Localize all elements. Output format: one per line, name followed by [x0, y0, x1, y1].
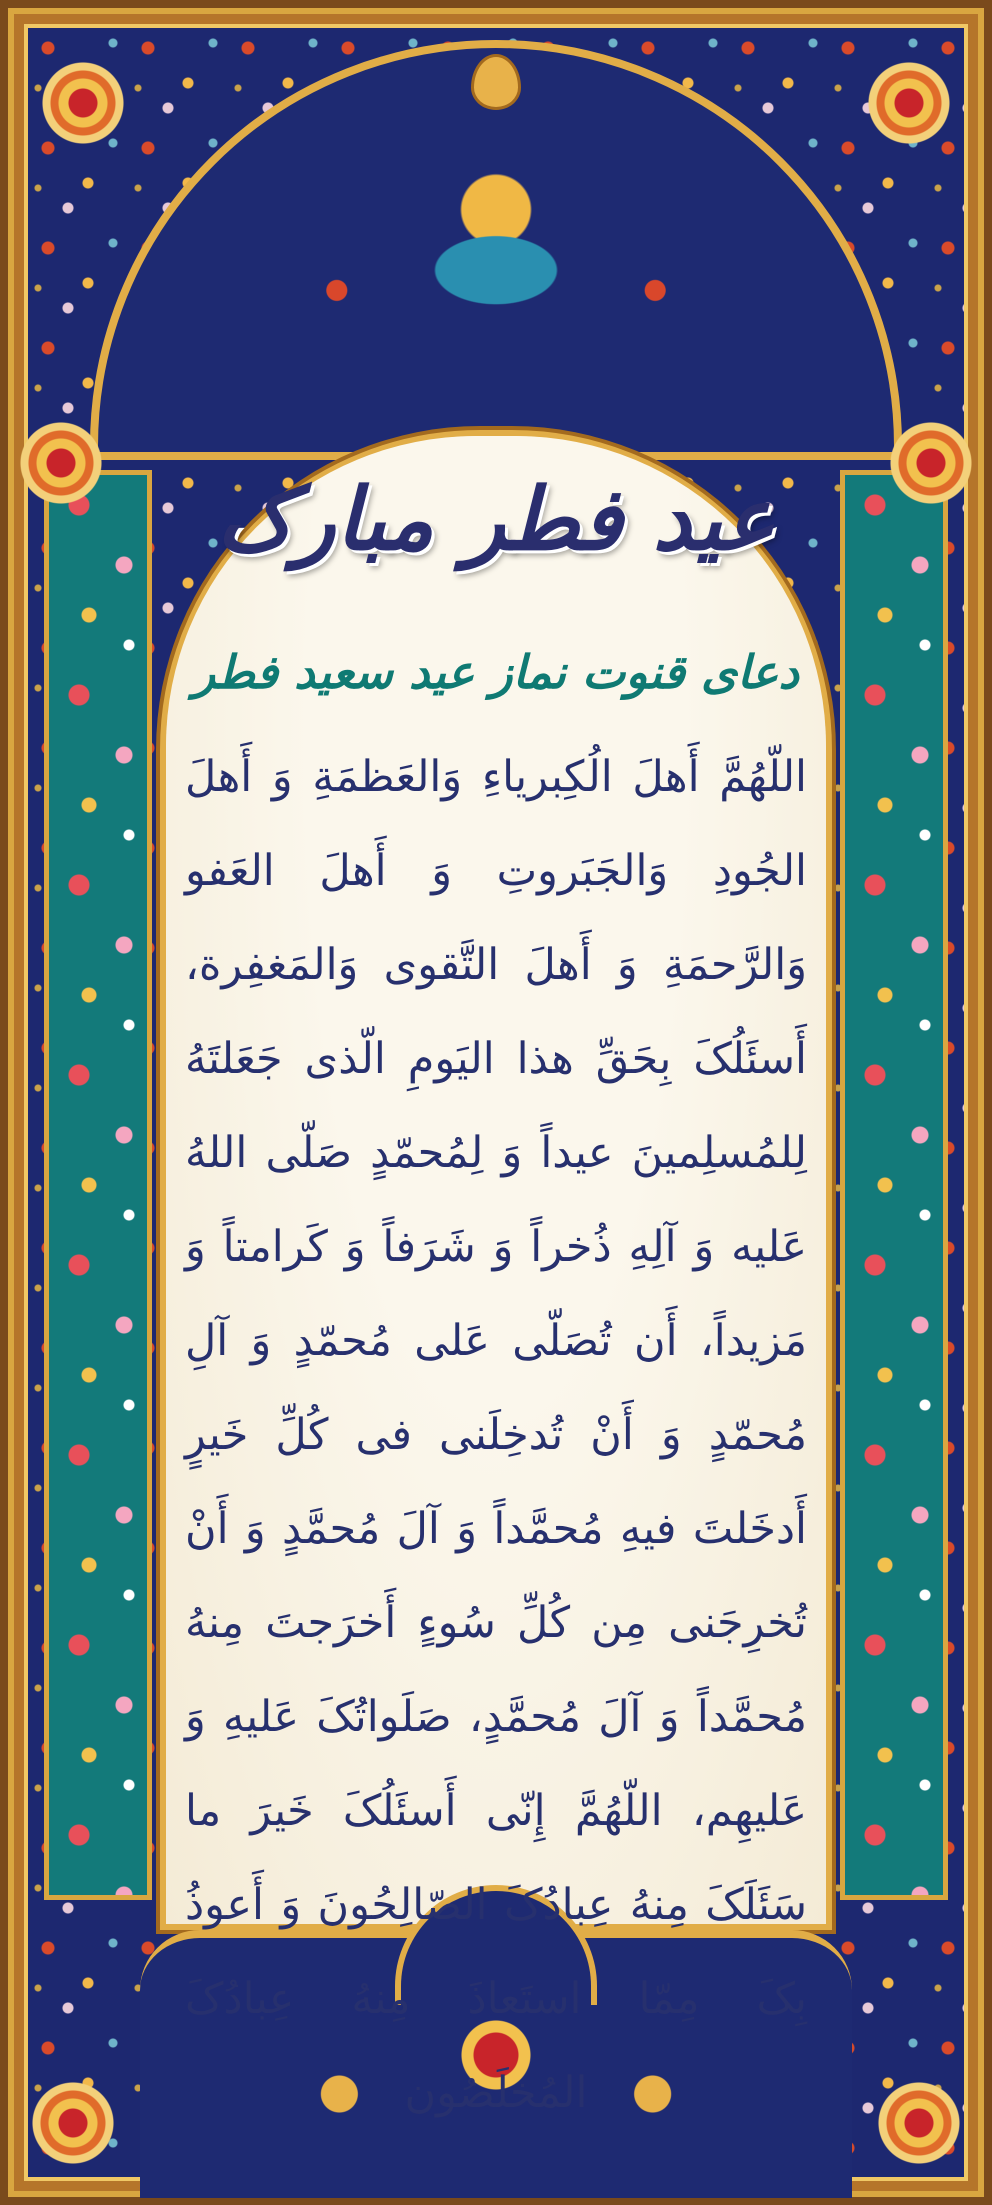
rosette-icon [40, 60, 126, 146]
arch-medallion-icon [471, 54, 521, 110]
rosette-icon [866, 60, 952, 146]
left-floral-band [44, 470, 152, 1900]
page-title: عید فطر مبارک [216, 470, 776, 570]
rosette-icon [876, 2080, 962, 2166]
page-subtitle: دعای قنوت نماز عید سعید فطر [193, 645, 799, 699]
rosette-icon [30, 2080, 116, 2166]
rosette-icon [18, 420, 104, 506]
prayer-text: اللّهُمَّ أَهلَ الُكِبرياءِ وَالعَظمَةِ وَ أَهلَ الجُودِ وَالجَبَروتِ وَ أَهلَ العَفو وَالرَّحمَةِ وَ أَهلَ التَّقوى وَالمَغفِرة، أَسئَلُکَ بِحَقِّ هذا اليَومِ الّذی جَعَلتَهُ لِلمُسلِمينَ عيداً وَ لِمُحمّدٍ صَلّی اللهُ عَليه وَ آلِهِ ذُخراً وَ شَرَفاً وَ کَرامتاً وَ مَزيداً، أَن تُصَلّی عَلی مُحمّدٍ وَ آلِ مُحمّدٍ وَ أَنْ تُدخِلَنی فی کُلِّ خَيرٍ أَدخَلتَ فيهِ مُحمَّداً وَ آلَ مُحمَّدٍ وَ أَنْ تُخرِجَنی مِن کُلِّ سُوءٍ أَخرَجتَ مِنهُ مُحمَّداً وَ آلَ مُحمَّدٍ، صَلَواتُکَ عَليهِ وَ عَليهِم، اللّهُمَّ إِنّی أَسئَلُکَ خَيرَ ما سَئَلَکَ مِنهُ عِبادُکَ الصّالِحُونَ وَ أَعوذُ بِکَ مِمّا استَعاذَ مِنهُ عِبادُکَ المُخلَصُون [185, 752, 807, 2118]
rosette-icon [888, 420, 974, 506]
right-floral-band [840, 470, 948, 1900]
